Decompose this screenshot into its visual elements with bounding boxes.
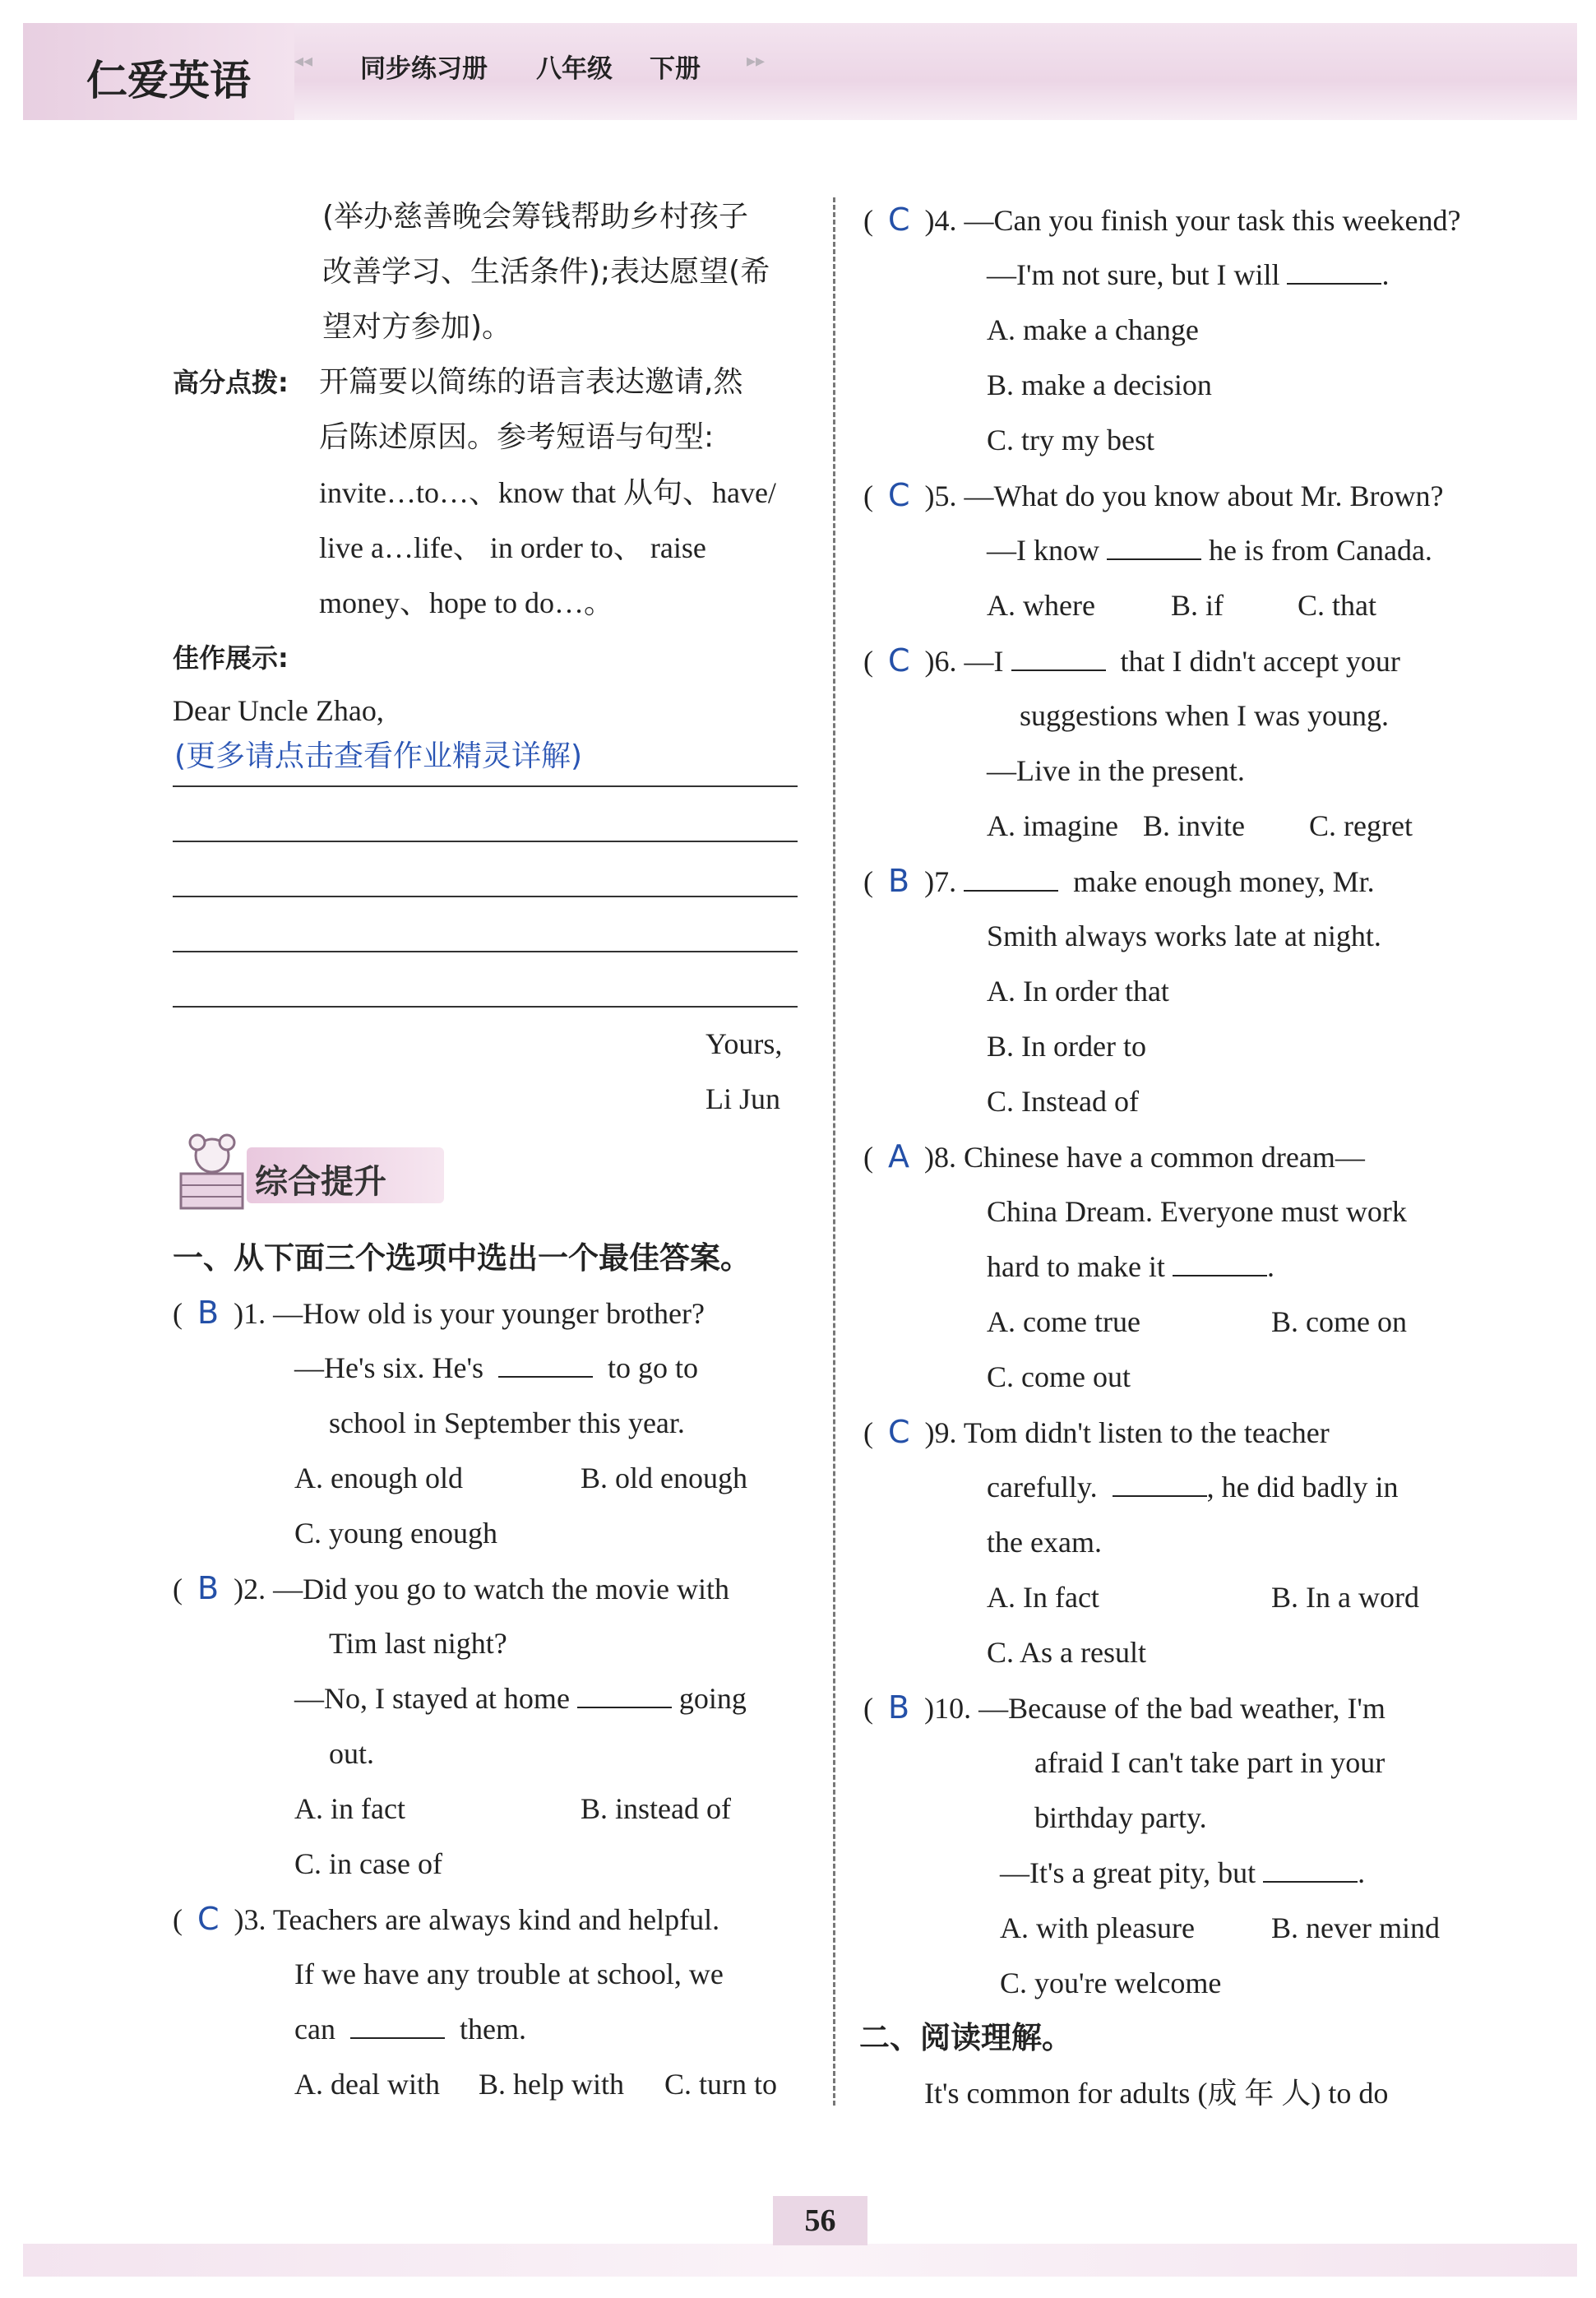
- question-7-line: Smith always works late at night.: [987, 920, 1381, 952]
- page-number: 56: [773, 2196, 867, 2245]
- question-2-line: —No, I stayed at home going: [294, 1682, 747, 1715]
- option-5a: A. where: [987, 589, 1095, 622]
- part-two-heading: 二、阅读理解。: [859, 2020, 1072, 2055]
- sample-label: 佳作展示:: [173, 642, 289, 674]
- option-2b: B. instead of: [581, 1792, 731, 1825]
- option-6a: A. imagine: [987, 809, 1118, 842]
- grade-label: 八年级: [536, 54, 613, 84]
- question-8: ( A )8. Chinese have a common dream—: [863, 1138, 1365, 1174]
- option-2a: A. in fact: [294, 1792, 405, 1825]
- question-3-line: can them.: [294, 2013, 526, 2045]
- question-7: ( B )7. make enough money, Mr.: [863, 863, 1375, 899]
- answer-7: B: [888, 863, 910, 899]
- option-7b: B. In order to: [987, 1030, 1146, 1063]
- option-8b: B. come on: [1271, 1305, 1407, 1338]
- writing-line: [173, 896, 798, 897]
- part-one-heading: 一、从下面三个选项中选出一个最佳答案。: [173, 1240, 751, 1276]
- option-7c: C. Instead of: [987, 1085, 1139, 1118]
- letter-signature: Li Jun: [705, 1082, 781, 1115]
- writing-line: [173, 785, 798, 787]
- question-10-line: —It's a great pity, but .: [1000, 1856, 1366, 1889]
- option-10b: B. never mind: [1271, 1911, 1440, 1944]
- answer-2: B: [197, 1570, 220, 1606]
- question-2: ( B )2. —Did you go to watch the movie with: [173, 1570, 730, 1606]
- option-3c: C. turn to: [664, 2068, 778, 2101]
- question-1-line: school in September this year.: [329, 1406, 685, 1439]
- option-5b: B. if: [1171, 589, 1224, 622]
- question-1: ( B )1. —How old is your younger brother?: [173, 1295, 705, 1331]
- option-7a: A. In order that: [987, 975, 1169, 1008]
- option-2c: C. in case of: [294, 1847, 442, 1880]
- answer-4: C: [888, 202, 910, 238]
- answer-1: B: [197, 1295, 220, 1331]
- question-6: ( C )6. —I that I didn't accept your: [863, 642, 1400, 679]
- question-8-line: China Dream. Everyone must work: [987, 1195, 1407, 1228]
- tip-label: 高分点拨:: [173, 367, 289, 398]
- writing-line: [173, 951, 798, 952]
- question-2-line: Tim last night?: [329, 1627, 507, 1660]
- option-10a: A. with pleasure: [1000, 1911, 1195, 1944]
- page-footer-band: [23, 2244, 1577, 2277]
- question-5: ( C )5. —What do you know about Mr. Brown?: [863, 477, 1444, 513]
- question-9: ( C )9. Tom didn't listen to the teacher: [863, 1414, 1330, 1450]
- option-4b: B. make a decision: [987, 368, 1212, 401]
- more-details-link[interactable]: (更多请点击查看作业精灵详解): [174, 739, 583, 773]
- question-3: ( C )3. Teachers are always kind and helpful.: [173, 1901, 720, 1937]
- letter-greeting: Dear Uncle Zhao,: [173, 694, 384, 727]
- option-6c: C. regret: [1309, 809, 1413, 842]
- section-title: 综合提升: [255, 1163, 386, 1201]
- column-divider: [833, 197, 835, 2106]
- option-3b: B. help with: [479, 2068, 624, 2101]
- brand-title: 仁爱英语: [86, 57, 251, 104]
- question-10-line: birthday party.: [1034, 1801, 1207, 1834]
- question-9-line: carefully. , he did badly in: [987, 1471, 1399, 1503]
- question-6-line: —Live in the present.: [987, 754, 1245, 787]
- option-8c: C. come out: [987, 1360, 1131, 1393]
- question-9-line: the exam.: [987, 1526, 1102, 1559]
- tip-line-3: invite…to…、know that 从句、have/: [319, 476, 776, 509]
- outline-line-2: 改善学习、生活条件);表达愿望(希: [322, 255, 770, 289]
- answer-10: B: [888, 1689, 910, 1726]
- option-1a: A. enough old: [294, 1462, 463, 1494]
- question-4: ( C )4. —Can you finish your task this weekend?: [863, 202, 1461, 238]
- tip-line-5: money、hope to do…。: [319, 586, 613, 619]
- answer-8: A: [888, 1138, 909, 1174]
- question-1-line: —He's six. He's to go to: [294, 1351, 698, 1384]
- answer-5: C: [888, 477, 910, 513]
- option-10c: C. you're welcome: [1000, 1967, 1222, 1999]
- option-6b: B. invite: [1143, 809, 1245, 842]
- question-6-line: suggestions when I was young.: [1020, 699, 1389, 732]
- writing-line: [173, 841, 798, 842]
- option-3a: A. deal with: [294, 2068, 440, 2101]
- volume-label: 下册: [650, 54, 701, 84]
- outline-line-1: (举办慈善晚会筹钱帮助乡村孩子: [322, 200, 749, 234]
- option-9c: C. As a result: [987, 1636, 1146, 1669]
- question-5-line: —I know he is from Canada.: [987, 534, 1432, 567]
- option-1c: C. young enough: [294, 1517, 497, 1550]
- option-5c: C. that: [1298, 589, 1376, 622]
- option-4a: A. make a change: [987, 313, 1199, 346]
- question-8-line: hard to make it .: [987, 1250, 1274, 1283]
- option-9b: B. In a word: [1271, 1581, 1419, 1614]
- question-3-line: If we have any trouble at school, we: [294, 1957, 724, 1990]
- right-arrows-icon: ▸▸: [747, 51, 766, 72]
- reading-first-line: It's common for adults (成 年 人) to do: [924, 2077, 1389, 2110]
- option-1b: B. old enough: [581, 1462, 747, 1494]
- question-10-line: afraid I can't take part in your: [1034, 1746, 1386, 1779]
- tip-line-2: 后陈述原因。参考短语与句型:: [319, 420, 715, 454]
- answer-9: C: [888, 1414, 910, 1450]
- option-9a: A. In fact: [987, 1581, 1099, 1614]
- answer-3: C: [197, 1901, 220, 1937]
- mascot-icon: [173, 1131, 251, 1213]
- tip-line-4: live a…life、 in order to、 raise: [319, 531, 706, 564]
- question-4-line: —I'm not sure, but I will .: [987, 258, 1390, 291]
- left-arrows-icon: ◂◂: [294, 51, 313, 72]
- question-10: ( B )10. —Because of the bad weather, I'm: [863, 1689, 1386, 1726]
- answer-6: C: [888, 642, 910, 679]
- option-4c: C. try my best: [987, 424, 1154, 456]
- letter-closing: Yours,: [705, 1027, 783, 1060]
- book-title: 同步练习册: [360, 54, 488, 84]
- writing-line: [173, 1006, 798, 1008]
- tip-line-1: 开篇要以简练的语言表达邀请,然: [319, 365, 743, 399]
- option-8a: A. come true: [987, 1305, 1140, 1338]
- question-2-line: out.: [329, 1737, 375, 1770]
- outline-line-3: 望对方参加)。: [322, 310, 512, 344]
